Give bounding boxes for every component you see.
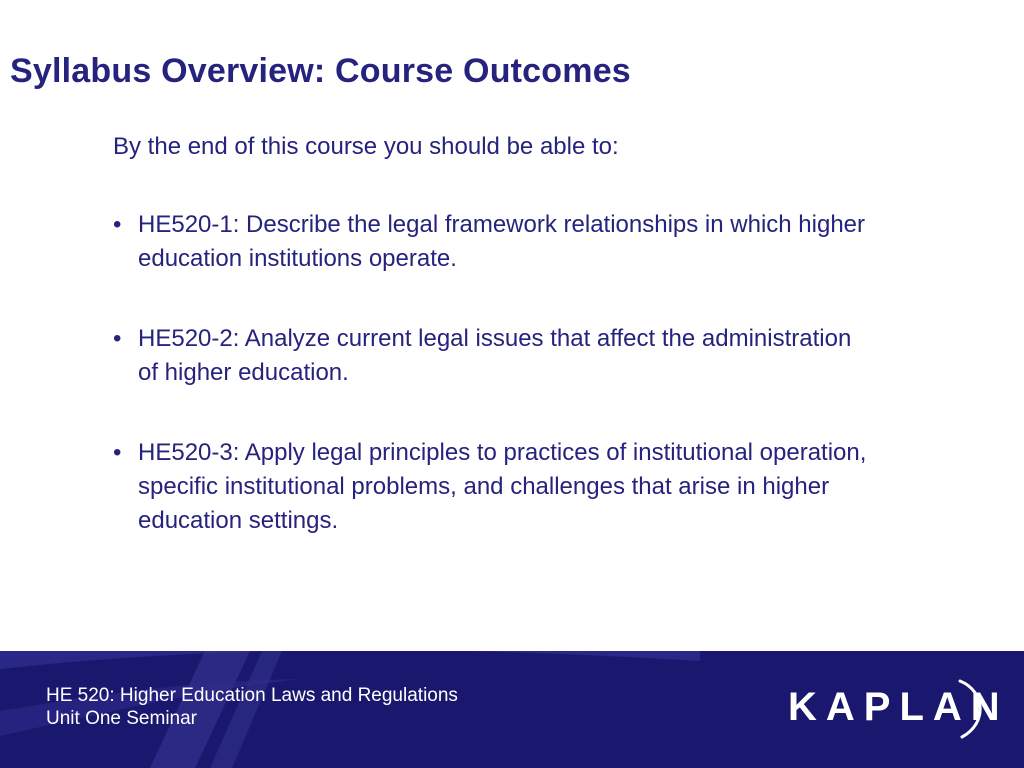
intro-text: By the end of this course you should be able to: <box>113 133 619 160</box>
footer-banner <box>0 651 1024 768</box>
slide-title: Syllabus Overview: Course Outcomes <box>10 52 631 90</box>
kaplan-logo <box>780 673 1009 743</box>
slide-content <box>113 130 873 584</box>
logo-text: KAPLAN <box>788 685 1009 729</box>
outcome-text: HE520-1: Describe the legal framework relationships in which higher education institutions operate. <box>138 211 866 272</box>
outcome-text: HE520-3: Apply legal principles to practices of institutional operation, specific institutional problems, and challenges that arise in higher education settings. <box>138 439 867 534</box>
outcomes-list <box>113 208 873 538</box>
outcome-item-3 <box>113 436 873 538</box>
outcome-text: HE520-2: Analyze current legal issues that affect the administration of higher education. <box>138 325 852 386</box>
footer-text <box>46 684 458 730</box>
bullet-icon: • <box>113 439 122 466</box>
bullet-icon: • <box>113 325 122 352</box>
footer-course-title: HE 520: Higher Education Laws and Regulations <box>46 685 458 706</box>
outcome-item-1 <box>113 208 873 276</box>
outcome-item-2 <box>113 322 873 390</box>
footer-session: Unit One Seminar <box>46 708 198 729</box>
bullet-icon: • <box>113 211 122 238</box>
